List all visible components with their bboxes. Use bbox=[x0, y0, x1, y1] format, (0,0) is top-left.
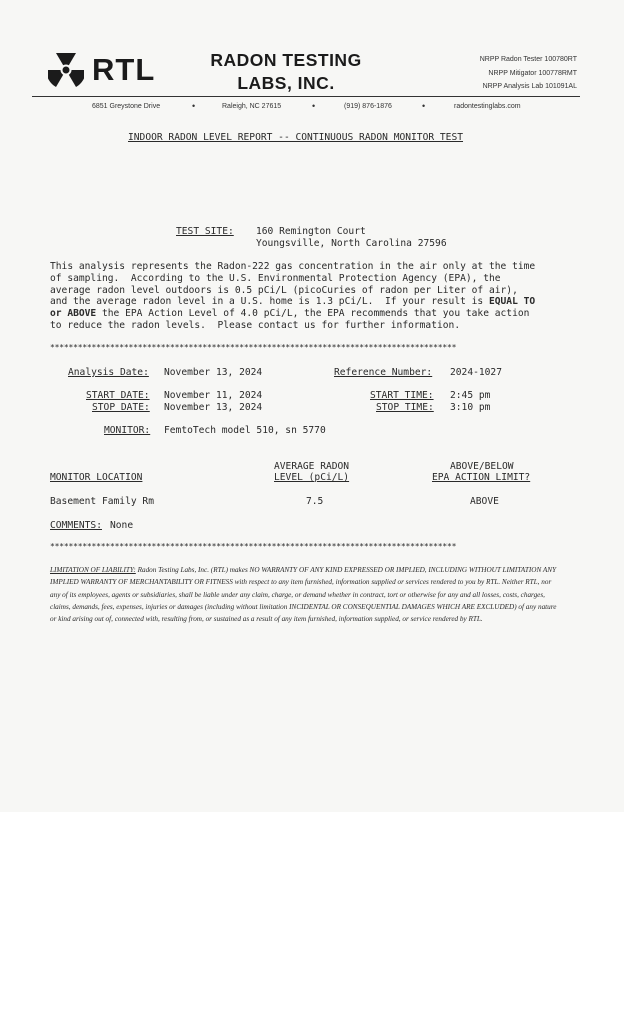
col-level-header-line2: LEVEL (pCi/L) bbox=[274, 472, 350, 483]
bullet-separator: • bbox=[312, 101, 316, 111]
test-site-line2: Youngsville, North Carolina 27596 bbox=[256, 238, 447, 249]
radiation-trefoil-icon bbox=[48, 53, 84, 87]
disclaimer-body: Radon Testing Labs, Inc. (RTL) makes NO WARRANTY OF ANY KIND EXPRESSED OR IMPLIED, INCLUDING WITHOUT LIMITATION ANY IMPLIED WARRANTY OF MERCHANTABILITY OR FITNESS with respect to any item furnished, information supplied or services rendered to you by RTL. Neither RTL, nor any of its employees, agents or subsidiaries, shall be liable under any claim, charge, or demand whether in contract, tort or otherwise for any and all losses, costs, charges, claims, demands, fees, expenses, injuries or damages (including without limitation INCIDENTAL OR CONSEQUENTIAL DAMAGES WHICH ARE EXCLUDED) of any nature or kind arising out of, connected with, resulting from, or sustained as a result of any item furnished, information supplied, or service rendered by RTL. bbox=[50, 566, 557, 624]
col-level-header-line1: AVERAGE RADON bbox=[274, 461, 350, 472]
company-name-line2: LABS, INC. bbox=[237, 73, 335, 93]
table-row-epa: ABOVE bbox=[470, 496, 499, 507]
disclaimer-title: LIMITATION OF LIABILITY: bbox=[50, 566, 136, 574]
certification-tester: NRPP Radon Tester 100780RT bbox=[479, 56, 577, 63]
test-site-label: TEST SITE: bbox=[176, 226, 234, 237]
intro-line: of sampling. According to the U.S. Environmental Protection Agency (EPA), the bbox=[50, 272, 501, 284]
certification-mitigator: NRPP Mitigator 100778RMT bbox=[488, 69, 577, 77]
liability-disclaimer bbox=[50, 564, 562, 625]
address: 6851 Greystone Drive bbox=[92, 103, 161, 110]
intro-line: the EPA Action Level of 4.0 pCi/L, the EPA recommends that you take action bbox=[96, 308, 530, 320]
company-name-line1: RADON TESTING bbox=[210, 50, 362, 70]
test-site-line1: 160 Remington Court bbox=[256, 226, 366, 237]
start-date-value: November 11, 2024 bbox=[164, 390, 263, 401]
phone: (919) 876-1876 bbox=[344, 103, 392, 110]
bullet-separator: • bbox=[422, 101, 426, 111]
start-date-label: START DATE: bbox=[86, 390, 150, 401]
certifications bbox=[420, 53, 577, 94]
certification-lab: NRPP Analysis Lab 101091AL bbox=[482, 83, 577, 90]
intro-line: and the average radon level in a U.S. home is 1.3 pCi/L. If your result is bbox=[50, 296, 489, 308]
company-logo bbox=[48, 52, 155, 88]
monitor-value: FemtoTech model 510, sn 5770 bbox=[164, 425, 326, 436]
logo-text: RTL bbox=[92, 52, 156, 87]
reference-label: Reference Number: bbox=[334, 367, 433, 378]
comments-label: COMMENTS: bbox=[50, 520, 102, 531]
bullet-separator: • bbox=[192, 101, 196, 111]
city: Raleigh, NC 27615 bbox=[222, 103, 282, 110]
intro-emphasis: EQUAL TO bbox=[488, 296, 536, 308]
table-row-location: Basement Family Rm bbox=[50, 496, 154, 507]
intro-line: to reduce the radon levels. Please contact us for further information. bbox=[50, 319, 461, 331]
col-location-header: MONITOR LOCATION bbox=[50, 472, 143, 483]
analysis-date-value: November 13, 2024 bbox=[164, 367, 263, 378]
website: radontestinglabs.com bbox=[454, 103, 521, 110]
separator-line: **************************************************************************************** bbox=[50, 542, 457, 551]
intro-emphasis: or ABOVE bbox=[50, 308, 97, 320]
comments-value: None bbox=[110, 520, 134, 531]
stop-date-label: STOP DATE: bbox=[92, 402, 150, 413]
start-time-value: 2:45 pm bbox=[450, 390, 491, 401]
intro-line: average radon level outdoors is 0.5 pCi/L (picoCuries of radon per Liter of air), bbox=[50, 284, 518, 296]
stop-date-value: November 13, 2024 bbox=[164, 402, 263, 413]
company-name bbox=[196, 49, 376, 95]
analysis-date-label: Analysis Date: bbox=[68, 367, 149, 378]
table-row-level: 7.5 bbox=[306, 496, 324, 507]
monitor-label: MONITOR: bbox=[104, 425, 151, 436]
stop-time-label: STOP TIME: bbox=[376, 402, 434, 413]
report-title: INDOOR RADON LEVEL REPORT -- CONTINUOUS RADON MONITOR TEST bbox=[128, 132, 464, 143]
separator-line: **************************************************************************************** bbox=[50, 343, 457, 352]
header-divider bbox=[32, 96, 580, 97]
col-epa-header-line2: EPA ACTION LIMIT? bbox=[432, 472, 531, 483]
stop-time-value: 3:10 pm bbox=[450, 402, 491, 413]
intro-line: This analysis represents the Radon-222 gas concentration in the air only at the time bbox=[50, 261, 536, 272]
reference-value: 2024-1027 bbox=[450, 367, 502, 378]
start-time-label: START TIME: bbox=[370, 390, 434, 401]
intro-paragraph bbox=[50, 261, 570, 332]
col-epa-header-line1: ABOVE/BELOW bbox=[450, 461, 514, 472]
